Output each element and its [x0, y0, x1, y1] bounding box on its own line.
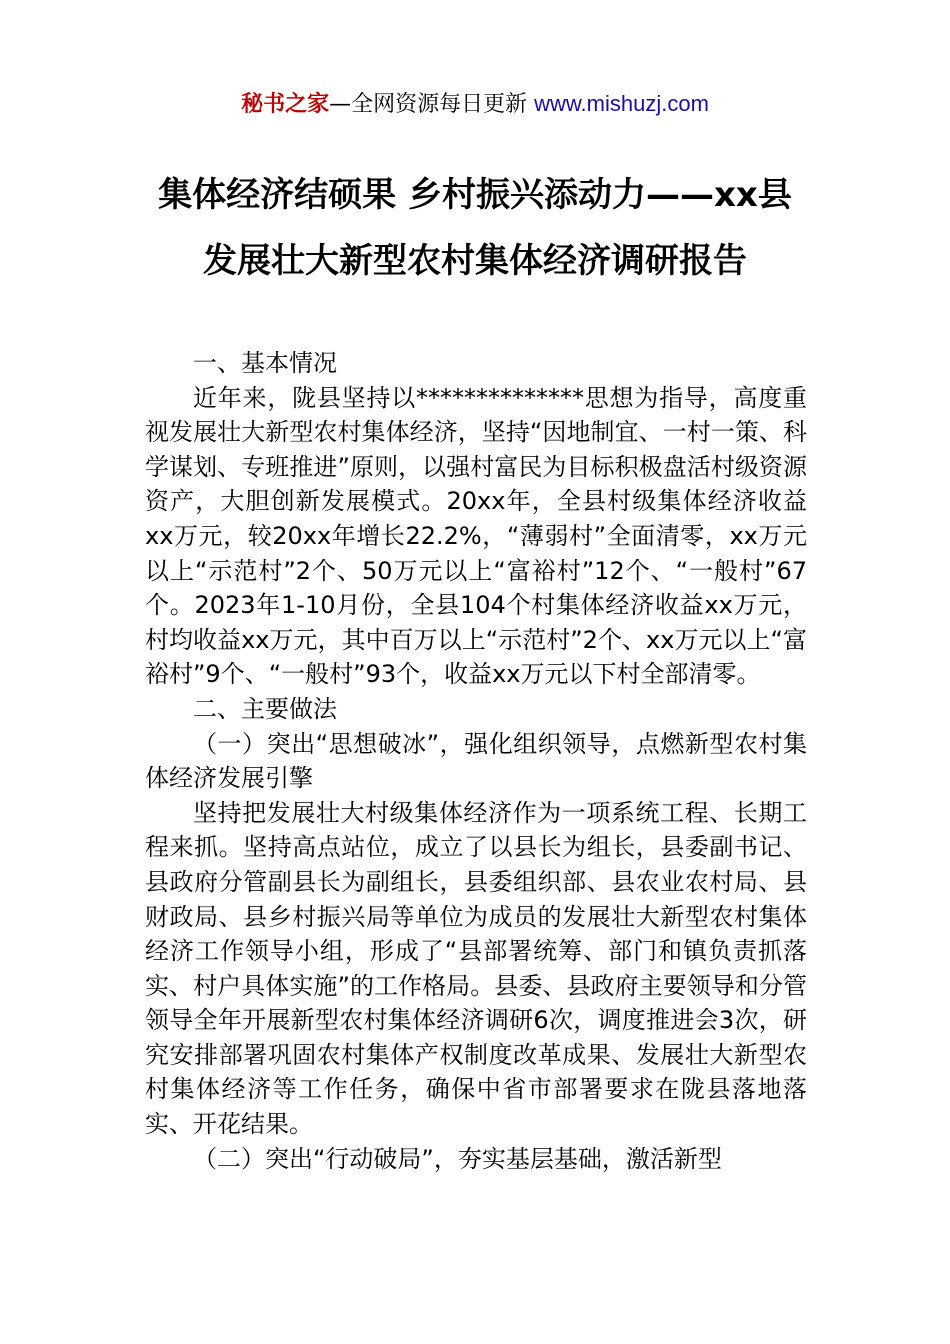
subheading-2: （二）突出“行动破局”，夯实基层基础，激活新型 [193, 1144, 722, 1173]
paragraph-basic-situation: 近年来，陇县坚持以**************思想为指导，高度重视发展壮大新型农村集体经济，坚持“因地制宜、一村一策、科学谋划、专班推进”原则，以强村富民为目标积极盘活村级资源资产，大胆创新发展模式。20xx年，全县村级集体经济收益xx万元，较20xx年增长22.2%，“薄弱村”全面清零，xx万元以上“示范村”2个、50万元以上“富裕村”12个、“一般村”67个。2023年1-10月份，全县104个村集体经济收益xx万元，村均收益xx万元，其中百万以上“示范村”2个、xx万元以上“富裕村”9个、“一般村”93个，收益xx万元以下村全部清零。 [145, 383, 807, 689]
title-line-2: 发展壮大新型农村集体经济调研报告 [203, 241, 747, 281]
section-heading-practices: 二、主要做法 [193, 694, 337, 723]
site-tagline: —全网资源每日更新 [329, 92, 535, 117]
section-heading-basic: 一、基本情况 [193, 349, 337, 377]
title-line-1: 集体经济结硕果 乡村振兴添动力——xx县 [158, 175, 792, 215]
site-brand: 秘书之家 [241, 92, 330, 117]
document-title [120, 162, 830, 294]
subheading-1: （一）突出“思想破冰”，强化组织领导，点燃新型农村集体经济发展引擎 [145, 729, 807, 793]
paragraph-organization: 坚持把发展壮大村级集体经济作为一项系统工程、长期工程来抓。坚持高点站位，成立了以县长为组长，县委副书记、县政府分管副县长为副组长，县委组织部、县农业农村局、县财政局、县乡村振兴局等单位为成员的发展壮大新型农村集体经济工作领导小组，形成了“县部署统筹、部门和镇负责抓落实、村户具体实施”的工作格局。县委、县政府主要领导和分管领导全年开展新型农村集体经济调研6次，调度推进会3次，研究安排部署巩固农村集体产权制度改革成果、发展壮大新型农村集体经济等工作任务，确保中省市部署要求在陇县落地落实、开花结果。 [145, 798, 807, 1139]
site-url-link[interactable]: www.mishuzj.com [534, 91, 709, 116]
site-header [0, 88, 950, 121]
document-body [145, 346, 807, 1176]
